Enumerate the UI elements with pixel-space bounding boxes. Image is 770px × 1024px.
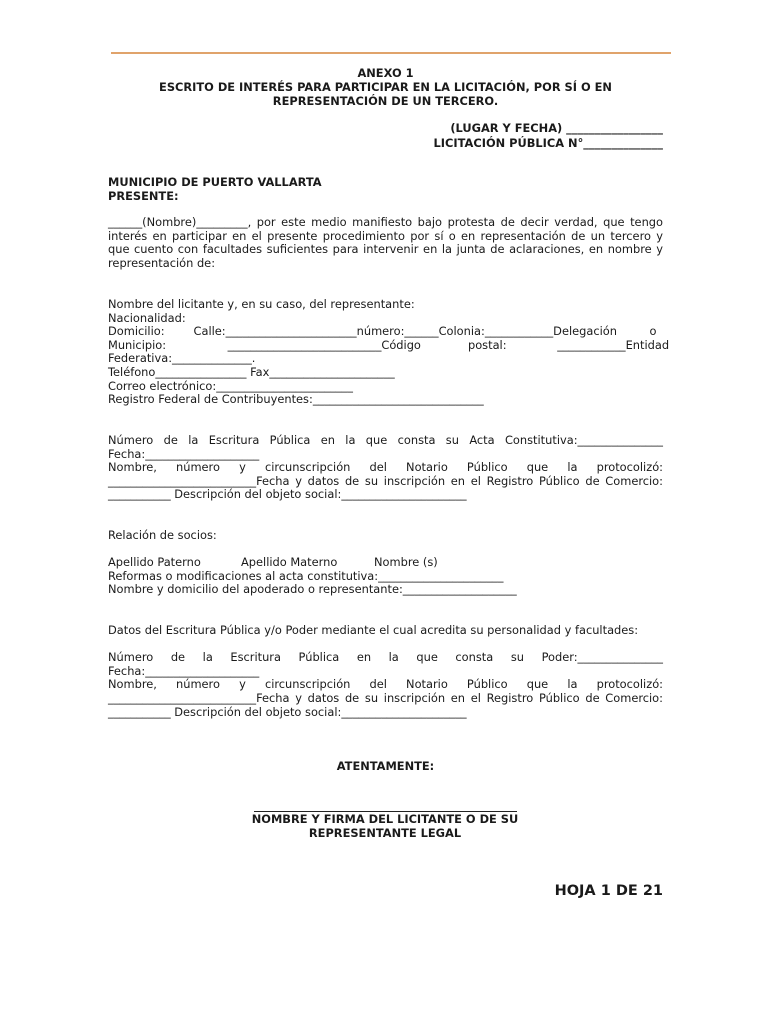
place-date-field: (LUGAR Y FECHA) _________________ bbox=[450, 121, 663, 135]
partners-title: Relación de socios: bbox=[108, 528, 217, 542]
incorporation-deed-section bbox=[108, 434, 663, 502]
annex-number: ANEXO 1 bbox=[357, 66, 414, 80]
notary-field: Nombre, número y circunscripción del Notario Público que la protocolizó: bbox=[108, 460, 663, 475]
power-purpose-field: ___________ Descripción del objeto social:______________________ bbox=[108, 704, 467, 719]
power-notary-field: Nombre, número y circunscripción del Notario Público que la protocolizó: bbox=[108, 677, 663, 692]
federal-entity-field: Federativa:______________. bbox=[108, 351, 256, 366]
addressee-block bbox=[108, 176, 663, 203]
power-deed-number-field: Número de la Escritura Pública en la que consta su Poder:_______________ bbox=[108, 650, 663, 665]
address-street-field: Domicilio: Calle:_______________________número:______Colonia:____________Delegación o bbox=[108, 324, 657, 339]
registry-field: __________________________Fecha y datos de su inscripción en el Registro Público de Comercio: bbox=[108, 473, 663, 488]
addressee-presente: PRESENTE: bbox=[108, 188, 179, 203]
partners-columns bbox=[108, 556, 663, 570]
attorney-field: Nombre y domicilio del apoderado o representante:____________________ bbox=[108, 582, 517, 597]
power-of-attorney-section bbox=[108, 624, 663, 719]
email-field: Correo electrónico:________________________ bbox=[108, 378, 353, 393]
partners-section bbox=[108, 529, 663, 597]
intro-paragraph: ______(Nombre)_________, por este medio manifiesto bajo protesta de decir verdad, que tengo interés en participar en el presente procedimiento por sí o en representación de un tercero y que cuento con facultades suficientes para intervenir en la junta de aclaraciones, en nombre y representación de: bbox=[108, 215, 663, 270]
addressee-municipality: MUNICIPIO DE PUERTO VALLARTA bbox=[108, 175, 322, 189]
corporate-purpose-field: ___________ Descripción del objeto social:______________________ bbox=[108, 487, 467, 502]
signature-caption-1: NOMBRE Y FIRMA DEL LICITANTE O DE SU bbox=[251, 812, 519, 826]
bidder-data-section bbox=[108, 297, 670, 407]
rfc-field: Registro Federal de Contribuyentes:______________________________ bbox=[108, 392, 484, 407]
signature-block bbox=[200, 811, 570, 840]
tender-number-field: LICITACIÓN PÚBLICA N°______________ bbox=[433, 135, 663, 150]
closing-atentamente: ATENTAMENTE: bbox=[336, 759, 435, 773]
document-title bbox=[108, 67, 663, 108]
title-line-1: ESCRITO DE INTERÉS PARA PARTICIPAR EN LA LICITACIÓN, POR SÍ O EN bbox=[159, 79, 612, 94]
amendments-field: Reformas o modificaciones al acta constitutiva:______________________ bbox=[108, 568, 504, 583]
power-title: Datos del Escritura Pública y/o Poder mediante el cual acredita su personalidad y facultades: bbox=[108, 623, 639, 637]
phone-fax-field: Teléfono________________ Fax______________________ bbox=[108, 364, 395, 379]
deed-date-field: Fecha:____________________ bbox=[108, 446, 260, 461]
signature-caption-2: REPRESENTANTE LEGAL bbox=[308, 825, 462, 840]
power-registry-field: __________________________Fecha y datos de su inscripción en el Registro Público de Comercio: bbox=[108, 690, 663, 705]
partners-col-paternal: Apellido Paterno bbox=[108, 555, 201, 570]
nationality-field: Nacionalidad: bbox=[108, 310, 186, 325]
deed-number-field: Número de la Escritura Pública en la que consta su Acta Constitutiva:_______________ bbox=[108, 433, 663, 447]
bidder-name-label: Nombre del licitante y, en su caso, del representante: bbox=[108, 297, 415, 311]
partners-col-name: Nombre (s) bbox=[374, 555, 438, 570]
power-date-field: Fecha:____________________ bbox=[108, 663, 260, 678]
address-municipality-field: Municipio: ___________________________Código postal: ____________Entidad bbox=[108, 337, 670, 352]
partners-col-maternal: Apellido Materno bbox=[241, 555, 338, 570]
page-number: HOJA 1 DE 21 bbox=[554, 883, 663, 899]
place-and-date-block bbox=[380, 121, 663, 150]
title-line-2: REPRESENTACIÓN DE UN TERCERO. bbox=[272, 93, 499, 108]
header-rule bbox=[111, 52, 671, 54]
